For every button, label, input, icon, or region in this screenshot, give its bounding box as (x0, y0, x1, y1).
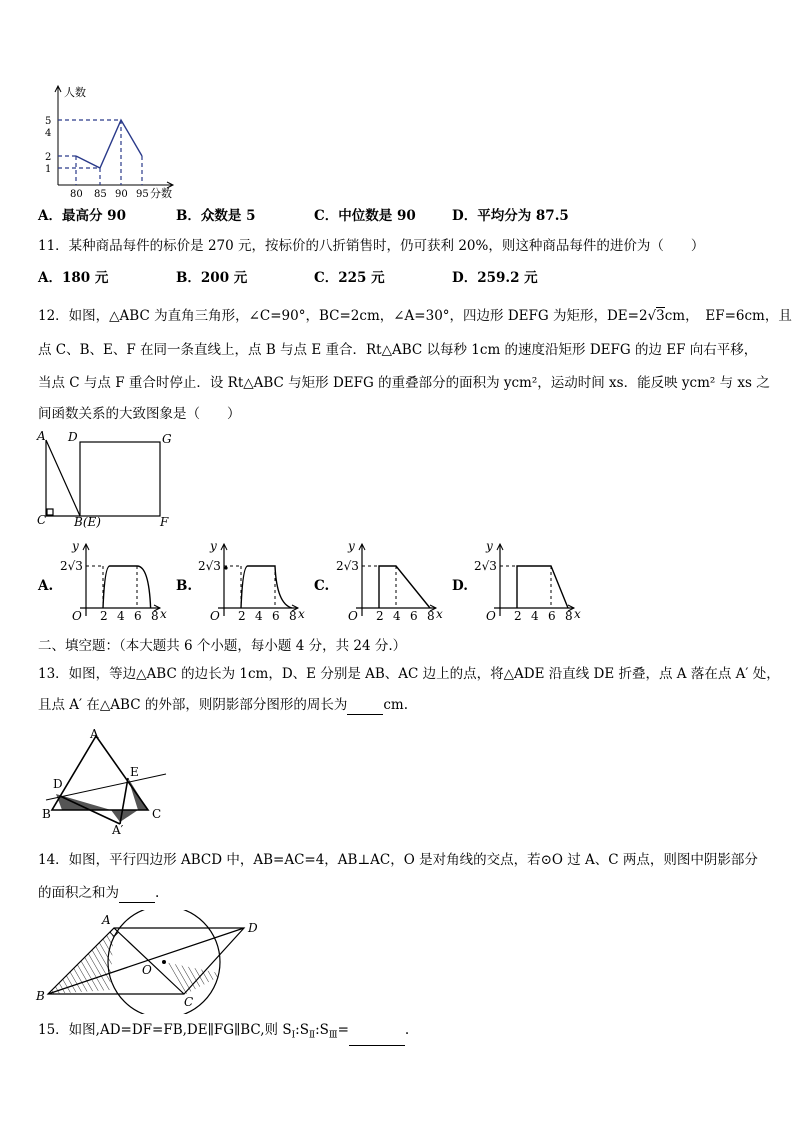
graph-tick-6: 6 (272, 609, 280, 623)
q12-line-1 (38, 306, 792, 326)
graph-value-label: 2√3 (198, 559, 221, 573)
q11-option-c[interactable]: C．225 元 (314, 270, 385, 286)
graph-tick-8: 8 (565, 609, 573, 623)
q15-sub-2: Ⅱ (308, 1030, 316, 1041)
graph-value-label: 2√3 (336, 559, 359, 573)
q12-text-1a: 12．如图，△ABC 为直角三角形，∠C=90°，BC=2cm，∠A=30°，四边形 DEFG 为矩形，DE=2 (38, 308, 648, 324)
q13-label-c: C (152, 807, 162, 821)
q15-answer-blank[interactable] (349, 1031, 405, 1046)
q15-text-b: = (337, 1022, 349, 1038)
graph-point (224, 566, 227, 569)
graph-y-label: y (348, 539, 355, 553)
q14-label-d: D (248, 921, 258, 935)
q11-option-d[interactable]: D．259.2 元 (452, 270, 538, 286)
q13-text-2b: cm. (383, 697, 408, 713)
q13-label-b: B (42, 807, 51, 821)
graph-tick-8: 8 (289, 609, 297, 623)
graph-origin-label: O (72, 609, 82, 623)
graph-origin-label: O (210, 609, 220, 623)
q11-question: 11．某种商品每件的标价是 270 元，按标价的八折销售时，仍可获利 20%，则这种商品每件的进价为（ ） (38, 238, 705, 254)
graph-tick-4: 4 (255, 609, 263, 623)
q10-ytick-1: 1 (45, 164, 52, 175)
q12-graph-b (196, 538, 306, 626)
q12-label-a: A (37, 429, 46, 443)
q12-line-3: 当点 C 与点 F 重合时停止．设 Rt△ABC 与矩形 DEFG 的重叠部分的面积为 ycm²，运动时间 xs．能反映 ycm² 与 xs 之 (38, 375, 770, 391)
q12-option-a[interactable]: A. (38, 578, 54, 594)
graph-x-label: x (160, 607, 167, 621)
q14-line-1: 14．如图，平行四边形 ABCD 中，AB=AC=4，AB⊥AC，O 是对角线的交点，若⊙O 过 A、C 两点，则图中阴影部分 (38, 852, 758, 868)
q14-figure (34, 910, 270, 1014)
q14-label-c: C (184, 995, 194, 1009)
graph-tick-4: 4 (117, 609, 125, 623)
graph-value-label: 2√3 (60, 559, 83, 573)
q14-text-2b: . (155, 885, 160, 901)
graph-tick-6: 6 (134, 609, 142, 623)
graph-tick-2: 2 (238, 609, 246, 623)
graph-tick-2: 2 (100, 609, 108, 623)
q14-label-a: A (102, 913, 111, 927)
q12-label-be: B(E) (74, 515, 101, 529)
q12-option-c[interactable]: C. (314, 578, 330, 594)
q12-label-d: D (68, 430, 78, 444)
q12-figure (34, 428, 184, 532)
graph-curve (517, 566, 568, 608)
graph-tick-2: 2 (514, 609, 522, 623)
q12-line-2: 点 C、B、E、F 在同一条直线上，点 B 与点 E 重合．Rt△ABC 以每秒 1cm 的速度沿矩形 DEFG 的边 EF 向右平移， (38, 342, 758, 358)
q15-text-c: . (404, 1022, 410, 1038)
graph-tick-6: 6 (410, 609, 418, 623)
graph-value-label: 2√3 (474, 559, 497, 573)
graph-y-label: y (72, 539, 79, 553)
graph-origin-label: O (348, 609, 358, 623)
q15-sub-3: Ⅲ (328, 1030, 338, 1041)
q10-xtick-90: 90 (115, 189, 128, 200)
q12-graph-c (334, 538, 444, 626)
q10-option-b[interactable]: B．众数是 5 (176, 208, 256, 224)
q15-text-a: 15．如图,AD=DF=FB,DE∥FG∥BC,则 S (38, 1022, 292, 1038)
q10-xtick-95: 95 (136, 189, 149, 200)
graph-tick-4: 4 (531, 609, 539, 623)
sqrt-symbol: √ (647, 308, 657, 324)
q10-ytick-5: 5 (45, 116, 52, 127)
q10-xlabel: 分数 (150, 187, 172, 200)
q13-answer-blank[interactable] (347, 700, 383, 715)
q12-option-b[interactable]: B. (176, 578, 193, 594)
q15-sub-1: Ⅰ (291, 1030, 296, 1041)
q12-graph-d (472, 538, 582, 626)
graph-y-label: y (486, 539, 493, 553)
graph-curve (379, 566, 430, 608)
q13-text-2a: 且点 A′ 在△ABC 的外部，则阴影部分图形的周长为 (38, 697, 348, 713)
q12-label-f: F (160, 515, 169, 529)
q15-sep-1: :S (295, 1022, 309, 1038)
q12-label-g: G (162, 432, 172, 446)
q10-ylabel: 人数 (64, 86, 86, 99)
q13-line-2 (38, 695, 408, 715)
q14-text-2a: 的面积之和为 (38, 885, 119, 901)
q14-line-2 (38, 883, 159, 903)
graph-tick-4: 4 (393, 609, 401, 623)
q10-ytick-2: 2 (45, 152, 52, 163)
q12-label-c: C (37, 513, 47, 527)
q14-label-b: B (36, 989, 45, 1003)
q13-label-d: D (53, 777, 63, 791)
graph-y-label: y (210, 539, 217, 553)
q11-option-b[interactable]: B．200 元 (176, 270, 248, 286)
graph-tick-8: 8 (151, 609, 159, 623)
graph-tick-8: 8 (427, 609, 435, 623)
graph-x-label: x (574, 607, 581, 621)
graph-origin-label: O (486, 609, 496, 623)
q12-line-4: 间函数关系的大致图象是（ ） (38, 406, 241, 422)
q10-xtick-80: 80 (70, 189, 83, 200)
q14-answer-blank[interactable] (119, 888, 155, 903)
graph-curve (241, 566, 292, 608)
q11-option-a[interactable]: A．180 元 (38, 270, 109, 286)
q12-text-1b: cm， EF=6cm，且 (664, 308, 792, 324)
q10-line-chart (38, 80, 188, 200)
q13-label-e: E (130, 765, 139, 779)
q12-sqrt-radicand: 3 (656, 308, 665, 324)
q10-option-a[interactable]: A．最高分 90 (38, 208, 126, 224)
section-fill-in-title: 二、填空题：（本大题共 6 个小题，每小题 4 分，共 24 分.） (38, 638, 407, 654)
graph-curve (103, 566, 151, 608)
q10-ytick-4: 4 (45, 128, 52, 139)
q15-question (38, 1020, 409, 1046)
q12-option-d[interactable]: D. (452, 578, 468, 594)
q13-line-1: 13．如图，等边△ABC 的边长为 1cm，D、E 分别是 AB、AC 边上的点，将△ADE 沿直线 DE 折叠，点 A 落在点 A′ 处， (38, 666, 780, 682)
q12-graph-a (58, 538, 168, 626)
q14-label-o: O (142, 963, 152, 977)
q13-figure (38, 726, 174, 838)
graph-x-label: x (436, 607, 443, 621)
q13-label-a: A (90, 727, 99, 741)
q10-option-d[interactable]: D．平均分为 87.5 (452, 208, 569, 224)
q13-label-a-prime: A′ (112, 823, 124, 837)
q10-option-c[interactable]: C．中位数是 90 (314, 208, 416, 224)
graph-tick-2: 2 (376, 609, 384, 623)
graph-tick-6: 6 (548, 609, 556, 623)
q15-sep-2: :S (315, 1022, 329, 1038)
graph-x-label: x (298, 607, 305, 621)
q10-xtick-85: 85 (94, 189, 107, 200)
